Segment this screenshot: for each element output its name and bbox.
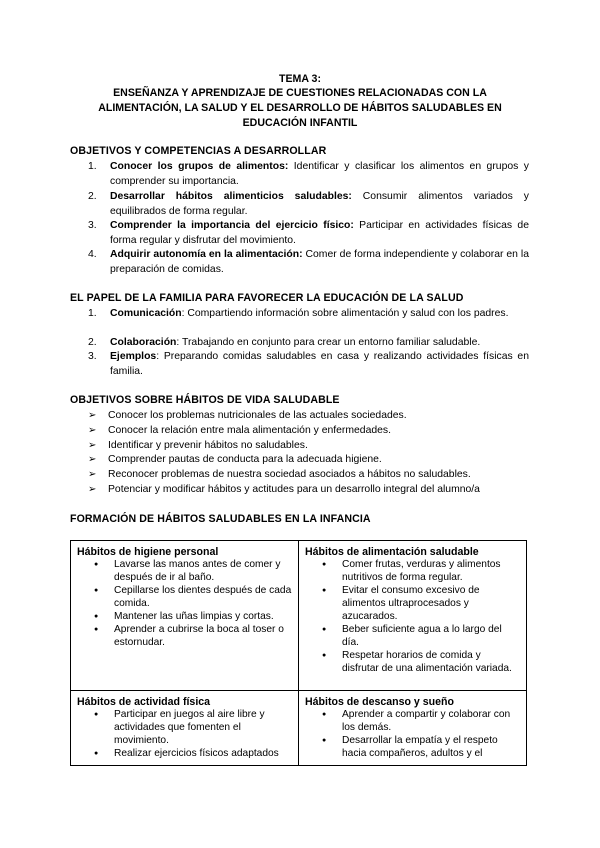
item-text: : Compartiendo información sobre alimentación y salud con los padres. <box>181 308 509 319</box>
item-text: Reconocer problemas de nuestra sociedad asociados a hábitos no saludables. <box>108 469 471 480</box>
list-item: ● Evitar el consumo excesivo de alimentos ultraprocesados y azucarados. <box>342 585 520 623</box>
list-item: ● Comer frutas, verduras y alimentos nutritivos de forma regular. <box>342 559 520 585</box>
family-item <box>70 336 529 351</box>
item-number: 2. <box>88 191 97 202</box>
list-item: ● Participar en juegos al aire libre y actividades que fomenten el movimiento. <box>114 709 292 747</box>
habits-cell-rest-sleep <box>299 691 527 766</box>
arrow-bullet-icon: ➢ <box>88 440 97 451</box>
healthy-life-item <box>88 409 528 423</box>
habits-cell-hygiene <box>71 541 299 691</box>
healthy-life-item <box>88 483 528 497</box>
item-number: 3. <box>88 220 97 231</box>
item-text: Potenciar y modificar hábitos y actitudes para un desarrollo integral del alumno/a <box>108 484 480 495</box>
item-number: 2. <box>88 337 97 348</box>
item-bold-lead: Conocer los grupos de alimentos: <box>110 161 289 172</box>
childhood-heading: FORMACIÓN DE HÁBITOS SALUDABLES EN LA INFANCIA <box>70 513 371 525</box>
item-number: 4. <box>88 249 97 260</box>
topic-number: TEMA 3: <box>279 73 321 85</box>
list-item: ● Aprender a compartir y colaborar con los demás. <box>342 709 520 735</box>
family-item <box>70 350 529 379</box>
list-item: ● Desarrollar la empatía y el respeto hacia compañeros, adultos y el <box>342 735 520 761</box>
item-bold-lead: Adquirir autonomía en la alimentación: <box>110 249 303 260</box>
item-text: Comprender pautas de conducta para la adecuada higiene. <box>108 454 382 465</box>
list-item: ● Lavarse las manos antes de comer y después de ir al baño. <box>114 559 292 585</box>
arrow-bullet-icon: ➢ <box>88 410 97 421</box>
item-bold-lead: Colaboración <box>110 337 177 348</box>
arrow-bullet-icon: ➢ <box>88 469 97 480</box>
objective-item <box>70 160 529 189</box>
list-item: ● Beber suficiente agua a lo largo del día. <box>342 624 520 650</box>
item-text: Conocer los problemas nutricionales de las actuales sociedades. <box>108 410 407 421</box>
family-item <box>70 307 529 322</box>
item-text: : Preparando comidas saludables en casa y realizando actividades físicas en familia. <box>110 351 529 377</box>
item-text: Identificar y prevenir hábitos no saludables. <box>108 440 308 451</box>
item-number: 1. <box>88 161 97 172</box>
list-item: ● Aprender a cubrirse la boca al toser o estornudar. <box>114 624 292 650</box>
topic-title-line-1: ENSEÑANZA Y APRENDIZAJE DE CUESTIONES RELACIONADAS CON LA <box>113 87 487 99</box>
item-text: Consumir alimentos variados y equilibrados de forma regular. <box>110 191 530 217</box>
healthy-life-item <box>88 468 528 482</box>
objective-item <box>70 219 529 248</box>
item-number: 3. <box>88 351 97 362</box>
habits-cell-physical-activity <box>71 691 299 766</box>
cell-title: Hábitos de higiene personal <box>77 546 219 558</box>
item-bold-lead: Comprender la importancia del ejercicio físico: <box>110 220 354 231</box>
family-heading: EL PAPEL DE LA FAMILIA PARA FAVORECER LA EDUCACIÓN DE LA SALUD <box>70 292 464 304</box>
objective-item <box>70 248 529 277</box>
arrow-bullet-icon: ➢ <box>88 454 97 465</box>
list-item: ● Respetar horarios de comida y disfrutar de una alimentación variada. <box>342 650 520 676</box>
cell-title: Hábitos de alimentación saludable <box>305 546 479 558</box>
healthy-life-item <box>88 439 528 453</box>
cell-title: Hábitos de descanso y sueño <box>305 696 454 708</box>
item-number: 1. <box>88 308 97 319</box>
arrow-bullet-icon: ➢ <box>88 425 97 436</box>
list-item: ● Realizar ejercicios físicos adaptados <box>114 748 292 761</box>
topic-title-line-2: ALIMENTACIÓN, LA SALUD Y EL DESARROLLO DE HÁBITOS SALUDABLES EN <box>98 102 502 114</box>
item-text: : Trabajando en conjunto para crear un entorno familiar saludable. <box>176 337 481 348</box>
objective-item <box>70 190 529 219</box>
item-text: Identificar y clasificar los alimentos en grupos y comprender su importancia. <box>110 161 529 187</box>
item-text: Conocer la relación entre mala alimentación y enfermedades. <box>108 425 392 436</box>
item-bold-lead: Comunicación <box>110 308 182 319</box>
item-text: Participar en actividades físicas de forma regular y disfrutar del movimiento. <box>110 220 529 246</box>
healthy-life-item <box>88 453 528 467</box>
habits-cell-nutrition <box>299 541 527 691</box>
item-text: Comer de forma independiente y colaborar en la preparación de comidas. <box>110 249 529 275</box>
list-item: ● Mantener las uñas limpias y cortas. <box>114 611 292 624</box>
cell-title: Hábitos de actividad física <box>77 696 211 708</box>
topic-title-line-3: EDUCACIÓN INFANTIL <box>242 117 358 129</box>
item-bold-lead: Ejemplos <box>110 351 157 362</box>
healthy-life-item <box>88 424 528 438</box>
list-item: ● Cepillarse los dientes después de cada comida. <box>114 585 292 611</box>
objectives-heading: OBJETIVOS Y COMPETENCIAS A DESARROLLAR <box>70 145 327 157</box>
habits-table <box>70 540 527 766</box>
arrow-bullet-icon: ➢ <box>88 484 97 495</box>
item-bold-lead: Desarrollar hábitos alimenticios saludables: <box>110 191 352 202</box>
healthy-life-heading: OBJETIVOS SOBRE HÁBITOS DE VIDA SALUDABLE <box>70 394 340 406</box>
